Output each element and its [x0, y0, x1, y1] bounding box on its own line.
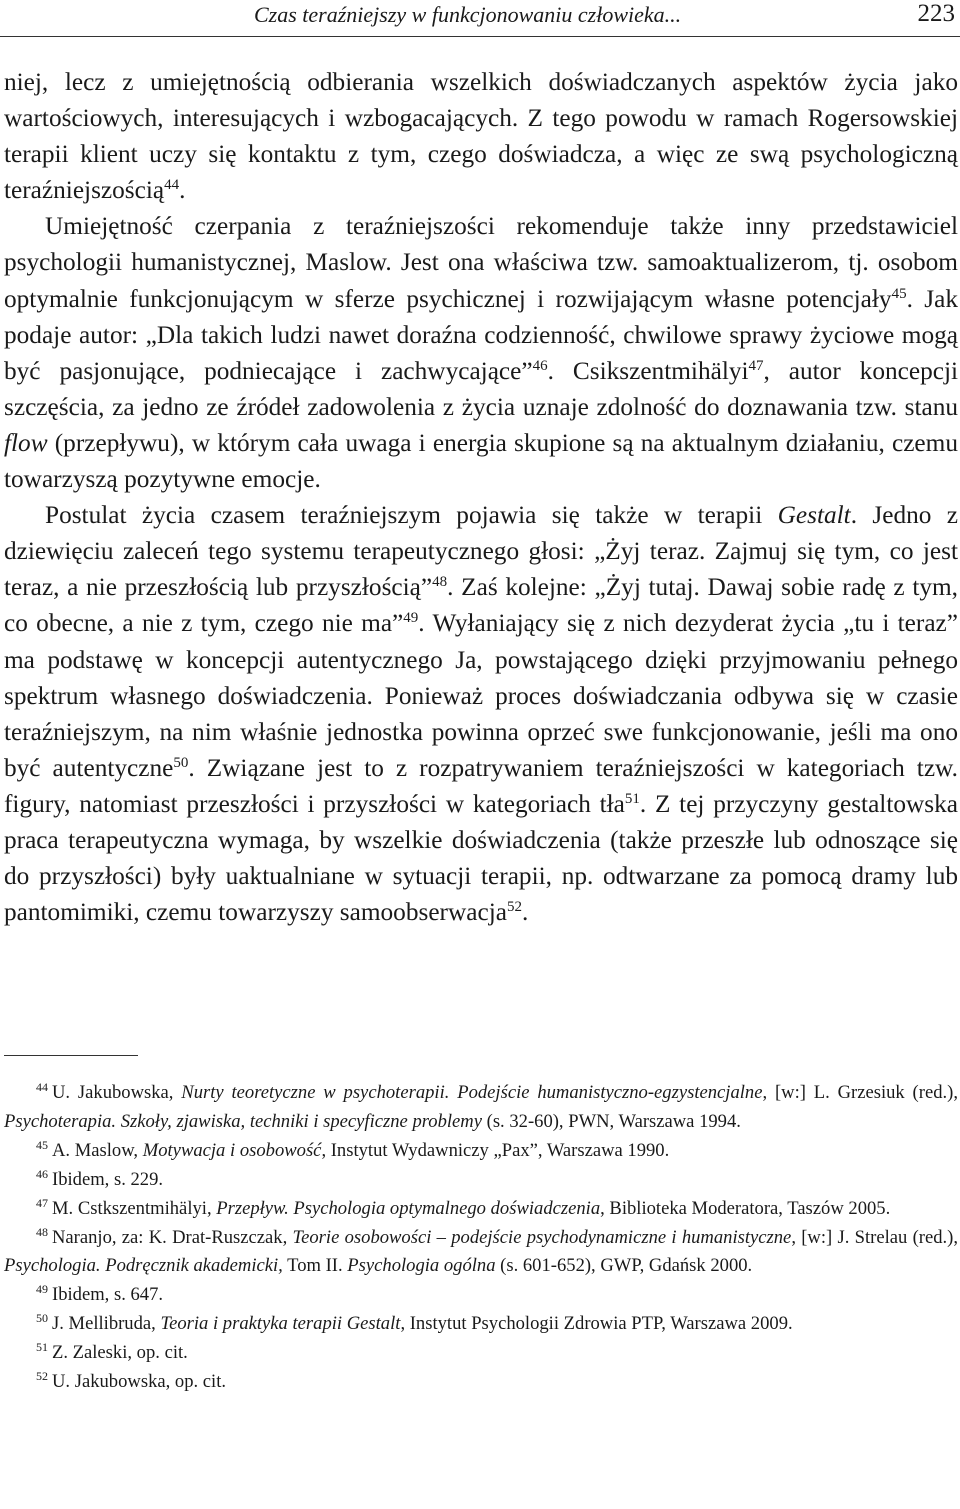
- main-text: [4, 64, 958, 930]
- footnote-ref-52: 52: [506, 899, 522, 916]
- footnote-ref-45: 45: [891, 285, 907, 302]
- footnote-ref-51: 51: [624, 790, 640, 807]
- footnote-ref-49: 49: [403, 610, 419, 627]
- page-number: 223: [917, 0, 955, 27]
- paragraph-3: Postulat życia czasem teraźniejszym pojawia się także w terapii Gestalt. Jedno z dziewięciu zaleceń tego systemu terapeutycznego głosi: „Żyj teraz. Zajmuj się tym, co jest teraz, a nie przeszłością lub przyszłością”$^{48}$. Zaś kolejne: „Żyj tutaj. Dawaj sobie radę z tym, co obecne, a nie z tym, czego nie ma”$^{49}$. Wyłaniający się z nich dezyderat życia „tu i teraz” ma podstawę w koncepcji autentycznego Ja, powstającego dzięki przyjmowaniu pełnego spektrum własnego doświadczenia. Ponieważ proces doświadczania odbywa się w czasie teraźniejszym, na nim właśnie jednostka powinna oprzeć swe funkcjonowanie, jeśli ma ono być autentyczne$^{50}$. Związane jest to z rozpatrywaniem teraźniejszości w kategoriach tzw. figury, natomiast przeszłości i przyszłości w kategoriach tła$^{51}$. Z tej przyczyny gestaltowska praca terapeutyczna wymaga, by wszelkie doświadczenia (także przeszłe lub odnoszące się do przyszłości) były uaktualniane w sytuacji terapii, np. odtwarzane za pomocą dramy lub pantomimiki, czemu towarzyszy samoobserwacja$^{52}$.: [4, 501, 959, 927]
- header-rule: [0, 36, 960, 37]
- paragraph-2: Umiejętność czerpania z teraźniejszości rekomenduje także inny przedstawiciel psychologii humanistycznej, Maslow. Jest ona właściwa tzw. samoaktualizerom, tj. osobom optymalnie funkcjonującym w sferze psychicznej i rozwijającym własne potencjały$^{45}$. Jak podaje autor: „Dla takich ludzi nawet doraźna codzienność, chwilowe sprawy życiowe mogą być pasjonujące, podniecające i zachwycające”$^{46}$. Csikszentmihälyi$^{47}$, autor koncepcji szczęścia, za jedno ze źródeł zadowolenia z życia uznaje zdolność do doznawania tzw. stanu flow (przepływu), w którym cała uwaga i energia skupione są na aktualnym działaniu, czemu towarzyszą pozytywne emocje.: [4, 212, 959, 494]
- term-gestalt: Gestalt: [777, 501, 851, 530]
- footnote-45: $^{45}$ A. Maslow, Motywacja i osobowość, Instytut Wydawniczy „Pax”, Warszawa 1990.: [36, 1137, 670, 1161]
- footnote-separator: [4, 1055, 138, 1056]
- term-flow: flow: [4, 428, 48, 457]
- footnote-ref-44: 44: [164, 177, 180, 194]
- footnote-51: $^{51}$ Z. Zaleski, op. cit.: [36, 1340, 188, 1364]
- running-header: [0, 0, 960, 30]
- footnotes: [4, 1079, 958, 1397]
- footnote-50: $^{50}$ J. Mellibruda, Teoria i praktyka terapii Gestalt, Instytut Psychologii Zdrowia PTP, Warszawa 2009.: [36, 1311, 793, 1335]
- footnote-52: $^{52}$ U. Jakubowska, op. cit.: [36, 1369, 227, 1393]
- footnote-46: $^{46}$ Ibidem, s. 229.: [36, 1166, 164, 1190]
- running-title: Czas teraźniejszy w funkcjonowaniu człowieka...: [254, 2, 682, 27]
- footnote-48: $^{48}$ Naranjo, za: K. Drat-Ruszczak, Teorie osobowości – podejście psychodynamiczne i humanistyczne, [w:] J. Strelau (red.), Psychologia. Podręcznik akademicki, Tom II. Psychologia ogólna (s. 601-652), GWP, Gdańsk 2000.: [4, 1224, 958, 1277]
- footnote-ref-48: 48: [432, 574, 448, 591]
- footnote-ref-50: 50: [173, 754, 189, 771]
- footnote-ref-47: 47: [748, 357, 764, 374]
- footnote-44: $^{44}$ U. Jakubowska, Nurty teoretyczne w psychoterapii. Podejście humanistyczno-egzystencjalne, [w:] L. Grzesiuk (red.), Psychoterapia. Szkoły, zjawiska, techniki i specyficzne problemy (s. 32-60), PWN, Warszawa 1994.: [4, 1080, 958, 1132]
- paragraph-1: niej, lecz z umiejętnością odbierania wszelkich doświadczanych aspektów życia jako wartościowych, interesujących i wzbogacających. Z tego powodu w ramach Rogersowskiej terapii klient uczy się kontaktu z tym, czego doświadcza, a więc ze swą psychologiczną teraźniejszością$^{44}$.: [4, 68, 958, 205]
- footnote-47: $^{47}$ M. Cstkszentmihälyi, Przepływ. Psychologia optymalnego doświadczenia, Biblioteka Moderatora, Taszów 2005.: [36, 1195, 891, 1219]
- footnote-ref-46: 46: [532, 357, 548, 374]
- footnote-49: $^{49}$ Ibidem, s. 647.: [36, 1282, 164, 1306]
